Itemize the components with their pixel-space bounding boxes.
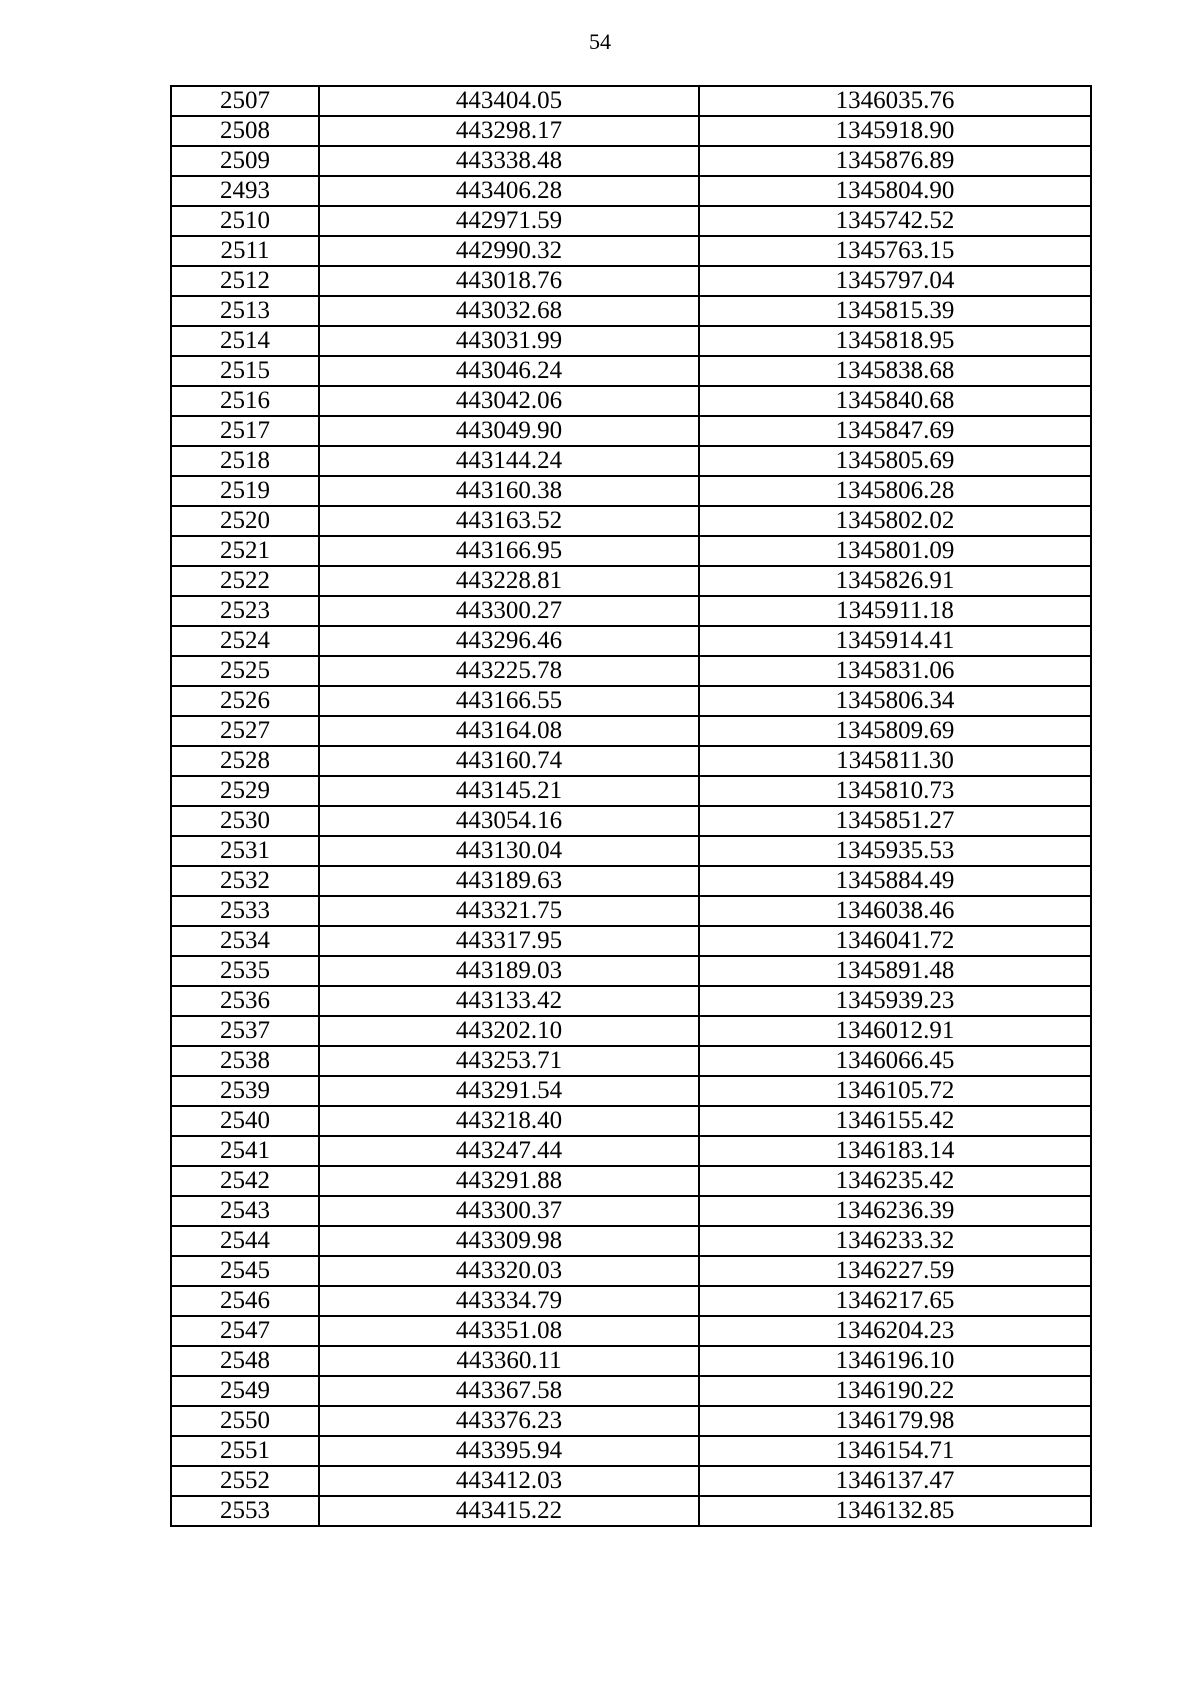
x-coordinate-cell: 443338.48 <box>319 146 699 176</box>
x-coordinate-cell: 443049.90 <box>319 416 699 446</box>
y-coordinate-cell: 1345805.69 <box>699 446 1091 476</box>
point-number-cell: 2513 <box>171 296 319 326</box>
y-coordinate-cell: 1345831.06 <box>699 656 1091 686</box>
x-coordinate-cell: 443166.95 <box>319 536 699 566</box>
point-number-cell: 2547 <box>171 1316 319 1346</box>
point-number-cell: 2528 <box>171 746 319 776</box>
y-coordinate-cell: 1345801.09 <box>699 536 1091 566</box>
point-number-cell: 2549 <box>171 1376 319 1406</box>
y-coordinate-cell: 1346137.47 <box>699 1466 1091 1496</box>
y-coordinate-cell: 1346179.98 <box>699 1406 1091 1436</box>
table-row <box>171 596 1091 626</box>
point-number-cell: 2517 <box>171 416 319 446</box>
y-coordinate-cell: 1345815.39 <box>699 296 1091 326</box>
y-coordinate-cell: 1345840.68 <box>699 386 1091 416</box>
coordinates-table <box>170 85 1092 1527</box>
point-number-cell: 2535 <box>171 956 319 986</box>
point-number-cell: 2510 <box>171 206 319 236</box>
table-row <box>171 446 1091 476</box>
table-row <box>171 656 1091 686</box>
point-number-cell: 2532 <box>171 866 319 896</box>
y-coordinate-cell: 1346217.65 <box>699 1286 1091 1316</box>
table-row <box>171 686 1091 716</box>
x-coordinate-cell: 443395.94 <box>319 1436 699 1466</box>
table-row <box>171 926 1091 956</box>
table-row <box>171 566 1091 596</box>
point-number-cell: 2509 <box>171 146 319 176</box>
x-coordinate-cell: 443046.24 <box>319 356 699 386</box>
table-row <box>171 86 1091 116</box>
point-number-cell: 2541 <box>171 1136 319 1166</box>
point-number-cell: 2521 <box>171 536 319 566</box>
point-number-cell: 2526 <box>171 686 319 716</box>
x-coordinate-cell: 443404.05 <box>319 86 699 116</box>
x-coordinate-cell: 443130.04 <box>319 836 699 866</box>
table-row <box>171 386 1091 416</box>
x-coordinate-cell: 443031.99 <box>319 326 699 356</box>
point-number-cell: 2519 <box>171 476 319 506</box>
x-coordinate-cell: 443160.38 <box>319 476 699 506</box>
table-row <box>171 536 1091 566</box>
y-coordinate-cell: 1345763.15 <box>699 236 1091 266</box>
point-number-cell: 2527 <box>171 716 319 746</box>
y-coordinate-cell: 1346155.42 <box>699 1106 1091 1136</box>
y-coordinate-cell: 1345847.69 <box>699 416 1091 446</box>
x-coordinate-cell: 443291.88 <box>319 1166 699 1196</box>
y-coordinate-cell: 1345851.27 <box>699 806 1091 836</box>
table-row <box>171 206 1091 236</box>
x-coordinate-cell: 443367.58 <box>319 1376 699 1406</box>
y-coordinate-cell: 1345810.73 <box>699 776 1091 806</box>
x-coordinate-cell: 443042.06 <box>319 386 699 416</box>
point-number-cell: 2507 <box>171 86 319 116</box>
y-coordinate-cell: 1345818.95 <box>699 326 1091 356</box>
y-coordinate-cell: 1346227.59 <box>699 1256 1091 1286</box>
table-row <box>171 356 1091 386</box>
point-number-cell: 2516 <box>171 386 319 416</box>
table-row <box>171 866 1091 896</box>
x-coordinate-cell: 443320.03 <box>319 1256 699 1286</box>
table-row <box>171 266 1091 296</box>
x-coordinate-cell: 443300.27 <box>319 596 699 626</box>
point-number-cell: 2512 <box>171 266 319 296</box>
x-coordinate-cell: 443300.37 <box>319 1196 699 1226</box>
point-number-cell: 2523 <box>171 596 319 626</box>
table-row <box>171 116 1091 146</box>
point-number-cell: 2508 <box>171 116 319 146</box>
x-coordinate-cell: 442971.59 <box>319 206 699 236</box>
x-coordinate-cell: 443406.28 <box>319 176 699 206</box>
y-coordinate-cell: 1345876.89 <box>699 146 1091 176</box>
y-coordinate-cell: 1346012.91 <box>699 1016 1091 1046</box>
x-coordinate-cell: 443415.22 <box>319 1496 699 1526</box>
x-coordinate-cell: 443253.71 <box>319 1046 699 1076</box>
table-row <box>171 1076 1091 1106</box>
y-coordinate-cell: 1346236.39 <box>699 1196 1091 1226</box>
table-row <box>171 476 1091 506</box>
x-coordinate-cell: 443412.03 <box>319 1466 699 1496</box>
x-coordinate-cell: 443247.44 <box>319 1136 699 1166</box>
table-row <box>171 236 1091 266</box>
y-coordinate-cell: 1346190.22 <box>699 1376 1091 1406</box>
x-coordinate-cell: 443225.78 <box>319 656 699 686</box>
y-coordinate-cell: 1345811.30 <box>699 746 1091 776</box>
y-coordinate-cell: 1346233.32 <box>699 1226 1091 1256</box>
y-coordinate-cell: 1346154.71 <box>699 1436 1091 1466</box>
y-coordinate-cell: 1346041.72 <box>699 926 1091 956</box>
y-coordinate-cell: 1346204.23 <box>699 1316 1091 1346</box>
table-row <box>171 836 1091 866</box>
y-coordinate-cell: 1345826.91 <box>699 566 1091 596</box>
x-coordinate-cell: 443351.08 <box>319 1316 699 1346</box>
table-row <box>171 1226 1091 1256</box>
point-number-cell: 2533 <box>171 896 319 926</box>
point-number-cell: 2511 <box>171 236 319 266</box>
point-number-cell: 2534 <box>171 926 319 956</box>
y-coordinate-cell: 1345802.02 <box>699 506 1091 536</box>
x-coordinate-cell: 443202.10 <box>319 1016 699 1046</box>
y-coordinate-cell: 1345806.34 <box>699 686 1091 716</box>
x-coordinate-cell: 443032.68 <box>319 296 699 326</box>
y-coordinate-cell: 1345939.23 <box>699 986 1091 1016</box>
table-row <box>171 1466 1091 1496</box>
table-row <box>171 146 1091 176</box>
point-number-cell: 2520 <box>171 506 319 536</box>
point-number-cell: 2553 <box>171 1496 319 1526</box>
y-coordinate-cell: 1345918.90 <box>699 116 1091 146</box>
x-coordinate-cell: 443189.03 <box>319 956 699 986</box>
y-coordinate-cell: 1346132.85 <box>699 1496 1091 1526</box>
table-row <box>171 1316 1091 1346</box>
table-row <box>171 1016 1091 1046</box>
x-coordinate-cell: 443218.40 <box>319 1106 699 1136</box>
point-number-cell: 2552 <box>171 1466 319 1496</box>
table-row <box>171 176 1091 206</box>
x-coordinate-cell: 443018.76 <box>319 266 699 296</box>
y-coordinate-cell: 1345891.48 <box>699 956 1091 986</box>
table-row <box>171 1346 1091 1376</box>
x-coordinate-cell: 443164.08 <box>319 716 699 746</box>
table-row <box>171 296 1091 326</box>
x-coordinate-cell: 443298.17 <box>319 116 699 146</box>
table-row <box>171 1286 1091 1316</box>
table-row <box>171 1436 1091 1466</box>
x-coordinate-cell: 443145.21 <box>319 776 699 806</box>
point-number-cell: 2543 <box>171 1196 319 1226</box>
table-row <box>171 416 1091 446</box>
y-coordinate-cell: 1346196.10 <box>699 1346 1091 1376</box>
coordinates-table-body <box>171 86 1091 1526</box>
table-row <box>171 1136 1091 1166</box>
x-coordinate-cell: 443144.24 <box>319 446 699 476</box>
y-coordinate-cell: 1346235.42 <box>699 1166 1091 1196</box>
table-row <box>171 1166 1091 1196</box>
table-row <box>171 716 1091 746</box>
y-coordinate-cell: 1345804.90 <box>699 176 1091 206</box>
y-coordinate-cell: 1345838.68 <box>699 356 1091 386</box>
point-number-cell: 2525 <box>171 656 319 686</box>
x-coordinate-cell: 443296.46 <box>319 626 699 656</box>
y-coordinate-cell: 1346035.76 <box>699 86 1091 116</box>
x-coordinate-cell: 443189.63 <box>319 866 699 896</box>
table-row <box>171 1406 1091 1436</box>
y-coordinate-cell: 1346038.46 <box>699 896 1091 926</box>
y-coordinate-cell: 1345797.04 <box>699 266 1091 296</box>
y-coordinate-cell: 1345911.18 <box>699 596 1091 626</box>
point-number-cell: 2548 <box>171 1346 319 1376</box>
table-row <box>171 1196 1091 1226</box>
x-coordinate-cell: 442990.32 <box>319 236 699 266</box>
x-coordinate-cell: 443166.55 <box>319 686 699 716</box>
point-number-cell: 2515 <box>171 356 319 386</box>
point-number-cell: 2539 <box>171 1076 319 1106</box>
table-row <box>171 896 1091 926</box>
table-row <box>171 1106 1091 1136</box>
point-number-cell: 2531 <box>171 836 319 866</box>
y-coordinate-cell: 1346105.72 <box>699 1076 1091 1106</box>
point-number-cell: 2546 <box>171 1286 319 1316</box>
point-number-cell: 2537 <box>171 1016 319 1046</box>
point-number-cell: 2514 <box>171 326 319 356</box>
table-row <box>171 326 1091 356</box>
y-coordinate-cell: 1346183.14 <box>699 1136 1091 1166</box>
point-number-cell: 2551 <box>171 1436 319 1466</box>
x-coordinate-cell: 443163.52 <box>319 506 699 536</box>
x-coordinate-cell: 443309.98 <box>319 1226 699 1256</box>
point-number-cell: 2550 <box>171 1406 319 1436</box>
table-row <box>171 1256 1091 1286</box>
y-coordinate-cell: 1345809.69 <box>699 716 1091 746</box>
point-number-cell: 2529 <box>171 776 319 806</box>
point-number-cell: 2538 <box>171 1046 319 1076</box>
x-coordinate-cell: 443376.23 <box>319 1406 699 1436</box>
point-number-cell: 2524 <box>171 626 319 656</box>
table-row <box>171 626 1091 656</box>
x-coordinate-cell: 443334.79 <box>319 1286 699 1316</box>
table-row <box>171 746 1091 776</box>
point-number-cell: 2542 <box>171 1166 319 1196</box>
point-number-cell: 2544 <box>171 1226 319 1256</box>
x-coordinate-cell: 443360.11 <box>319 1346 699 1376</box>
table-row <box>171 806 1091 836</box>
y-coordinate-cell: 1345935.53 <box>699 836 1091 866</box>
x-coordinate-cell: 443160.74 <box>319 746 699 776</box>
y-coordinate-cell: 1345884.49 <box>699 866 1091 896</box>
table-row <box>171 1046 1091 1076</box>
y-coordinate-cell: 1345914.41 <box>699 626 1091 656</box>
table-row <box>171 1376 1091 1406</box>
point-number-cell: 2518 <box>171 446 319 476</box>
table-row <box>171 956 1091 986</box>
point-number-cell: 2545 <box>171 1256 319 1286</box>
page-number: 54 <box>589 29 611 54</box>
table-row <box>171 986 1091 1016</box>
x-coordinate-cell: 443291.54 <box>319 1076 699 1106</box>
y-coordinate-cell: 1345806.28 <box>699 476 1091 506</box>
x-coordinate-cell: 443321.75 <box>319 896 699 926</box>
table-row <box>171 506 1091 536</box>
table-row <box>171 776 1091 806</box>
y-coordinate-cell: 1345742.52 <box>699 206 1091 236</box>
x-coordinate-cell: 443054.16 <box>319 806 699 836</box>
point-number-cell: 2530 <box>171 806 319 836</box>
point-number-cell: 2493 <box>171 176 319 206</box>
point-number-cell: 2536 <box>171 986 319 1016</box>
x-coordinate-cell: 443317.95 <box>319 926 699 956</box>
y-coordinate-cell: 1346066.45 <box>699 1046 1091 1076</box>
point-number-cell: 2522 <box>171 566 319 596</box>
x-coordinate-cell: 443133.42 <box>319 986 699 1016</box>
point-number-cell: 2540 <box>171 1106 319 1136</box>
table-row <box>171 1496 1091 1526</box>
x-coordinate-cell: 443228.81 <box>319 566 699 596</box>
